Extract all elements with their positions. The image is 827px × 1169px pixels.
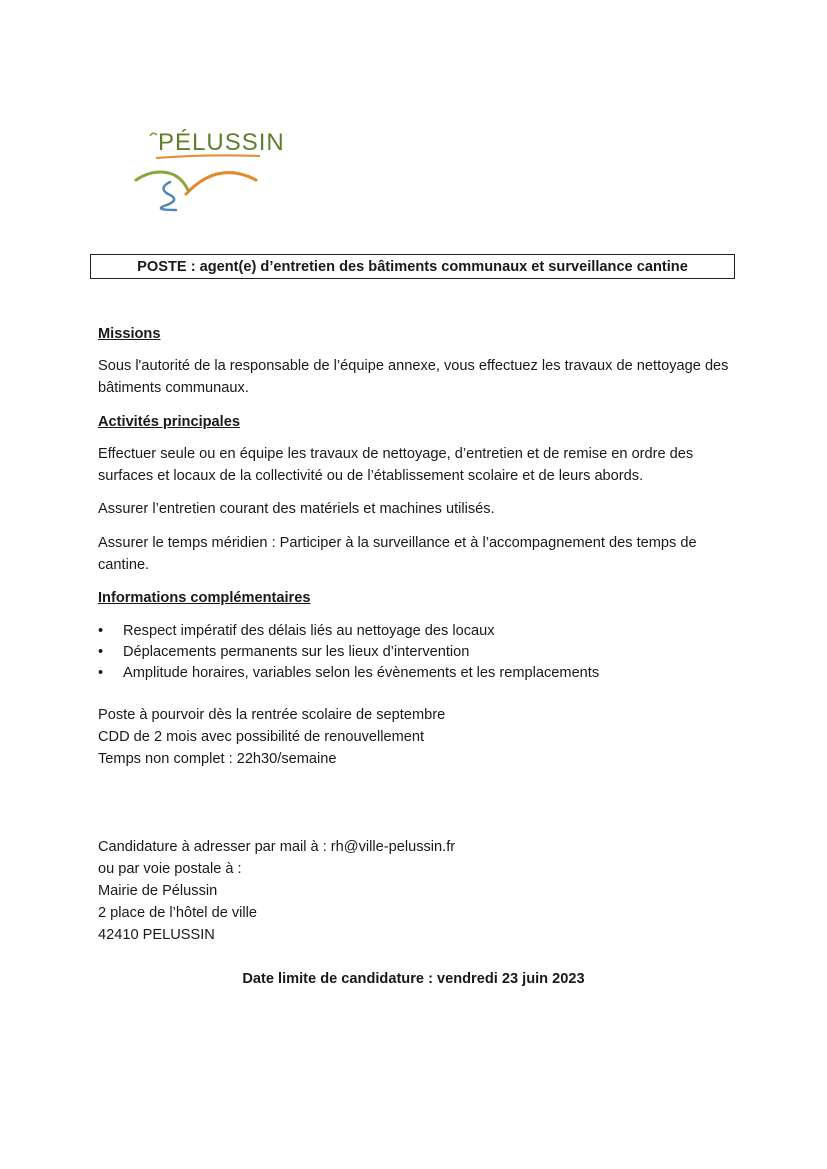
candidature-line: 2 place de l’hôtel de ville	[98, 905, 258, 921]
list-item	[98, 642, 599, 663]
bullet-icon: •	[98, 644, 104, 660]
bullet-text: Amplitude horaires, variables selon les évènements et les remplacements	[123, 665, 600, 681]
missions-text: Sous l'autorité de la responsable de l’équipe annexe, vous effectuez les travaux de nettoyage des bâtiments communaux.	[98, 358, 729, 396]
list-item	[98, 663, 599, 684]
candidature-line: Candidature à adresser par mail à : rh@ville-pelussin.fr	[98, 839, 456, 855]
pelussin-logo	[128, 98, 298, 230]
candidature-line: Mairie de Pélussin	[98, 883, 218, 899]
activite-paragraph: Assurer l’entretien courant des matériels et machines utilisés.	[98, 501, 495, 517]
infos-bullet-list	[98, 621, 599, 684]
infos-heading: Informations complémentaires	[98, 590, 311, 606]
condition-line: Poste à pourvoir dès la rentrée scolaire de septembre	[98, 707, 446, 723]
missions-heading: Missions	[98, 326, 161, 342]
bullet-icon: •	[98, 623, 104, 639]
list-item	[98, 621, 599, 642]
activite-paragraph: Assurer le temps méridien : Participer à la surveillance et à l’accompagnement des temps de cantine.	[98, 535, 697, 573]
poste-title: POSTE : agent(e) d’entretien des bâtiments communaux et surveillance cantine	[90, 254, 735, 279]
condition-line: Temps non complet : 22h30/semaine	[98, 751, 337, 767]
candidature-line: ou par voie postale à :	[98, 861, 242, 877]
date-limite: Date limite de candidature : vendredi 23 juin 2023	[242, 971, 585, 987]
bullet-icon: •	[98, 665, 104, 681]
bullet-text: Respect impératif des délais liés au nettoyage des locaux	[123, 623, 495, 639]
condition-line: CDD de 2 mois avec possibilité de renouvellement	[98, 729, 425, 745]
bullet-text: Déplacements permanents sur les lieux d’intervention	[123, 644, 470, 660]
activites-heading: Activités principales	[98, 414, 240, 430]
logo-text: PÉLUSSIN	[158, 129, 285, 156]
candidature-line: 42410 PELUSSIN	[98, 927, 215, 943]
activite-paragraph: Effectuer seule ou en équipe les travaux de nettoyage, d’entretien et de remise en ordre des surfaces et locaux de la collectivité ou de l’établissement scolaire et de leurs abords.	[98, 446, 694, 484]
